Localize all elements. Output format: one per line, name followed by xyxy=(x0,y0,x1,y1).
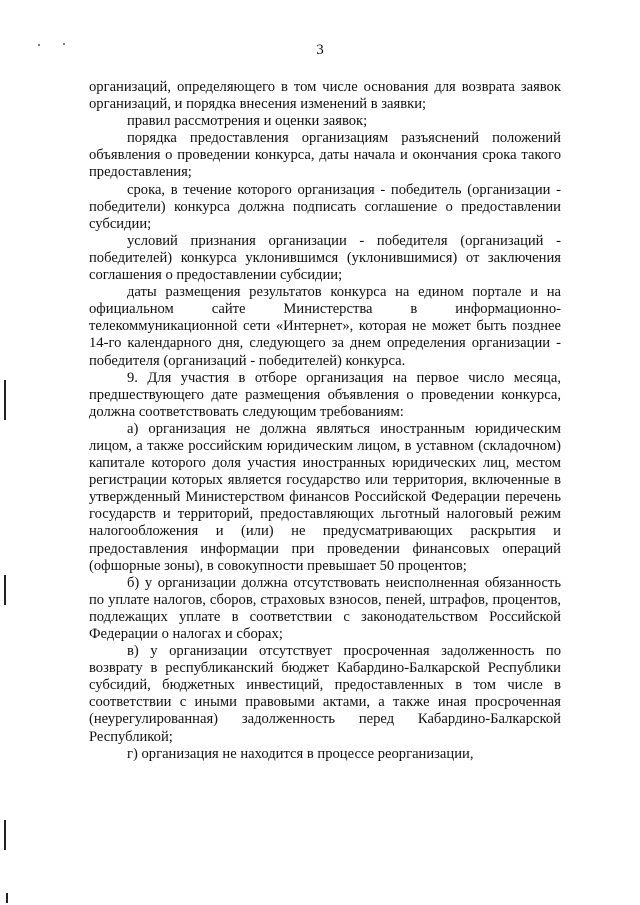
paragraph: организаций, определяющего в том числе основания для возврата заявок организаций, и порядка внесения изменений в заявки; xyxy=(89,79,561,113)
scan-margin-mark xyxy=(4,820,6,850)
paragraph: условий признания организации - победителя (организаций - победителей) конкурса уклонившимся (уклонившимися) от заключения соглашения о предоставлении субсидии; xyxy=(89,232,561,284)
paragraph: срока, в течение которого организация - победитель (организации - победители) конкурса должна подписать соглашение о предоставлении субсидии; xyxy=(89,181,561,232)
document-body xyxy=(89,79,561,763)
paragraph: г) организация не находится в процессе реорганизации, xyxy=(127,745,474,762)
page-number: 3 xyxy=(316,42,324,58)
paragraph: даты размещения результатов конкурса на едином портале и на официальном сайте Министерства в информационно-телекоммуникационной сети «Интернет», которая не может быть позднее 14-го календарного дня, следующего за днем определения организации - победителя (организаций - победителей) конкурса. xyxy=(89,284,561,369)
scan-margin-mark xyxy=(6,893,8,903)
scan-margin-mark xyxy=(4,380,6,420)
paragraph: порядка предоставления организациям разъяснений положений объявления о проведении конкурса, даты начала и окончания срока такого предоставления; xyxy=(89,130,561,181)
paragraph: а) организация не должна являться иностранным юридическим лицом, а также российским юридическим лицом, в уставном (складочном) капитале которого доля участия иностранных юридических лиц, местом регистрации которых является государство или территория, включенные в утвержденный Министерством финансов Российской Федерации перечень государств и территорий, предоставляющих льготный налоговый режим налогообложения и (или) не предусматривающих раскрытия и предоставления информации при проведении финансовых операций (офшорные зоны), в совокупности превышает 50 процентов; xyxy=(89,420,561,574)
paragraph: в) у организации отсутствует просроченная задолженность по возврату в республиканский бюджет Кабардино-Балкарской Республики субсидий, бюджетных инвестиций, предоставленных в том числе в соответствии с иными правовыми актами, а также иная просроченная (неурегулированная) задолженность перед Кабардино-Балкарской Республикой; xyxy=(89,643,561,745)
paragraph: правил рассмотрения и оценки заявок; xyxy=(127,113,368,130)
paragraph: 9. Для участия в отборе организация на первое число месяца, предшествующего дате размещения объявления о проведении конкурса, должна соответствовать следующим требованиям: xyxy=(89,369,561,420)
paragraph: б) у организации должна отсутствовать неисполненная обязанность по уплате налогов, сборов, страховых взносов, пеней, штрафов, процентов, подлежащих уплате в соответствии с законодательством Российской Федерации о налогах и сборах; xyxy=(89,574,561,642)
scan-margin-mark xyxy=(4,575,6,605)
